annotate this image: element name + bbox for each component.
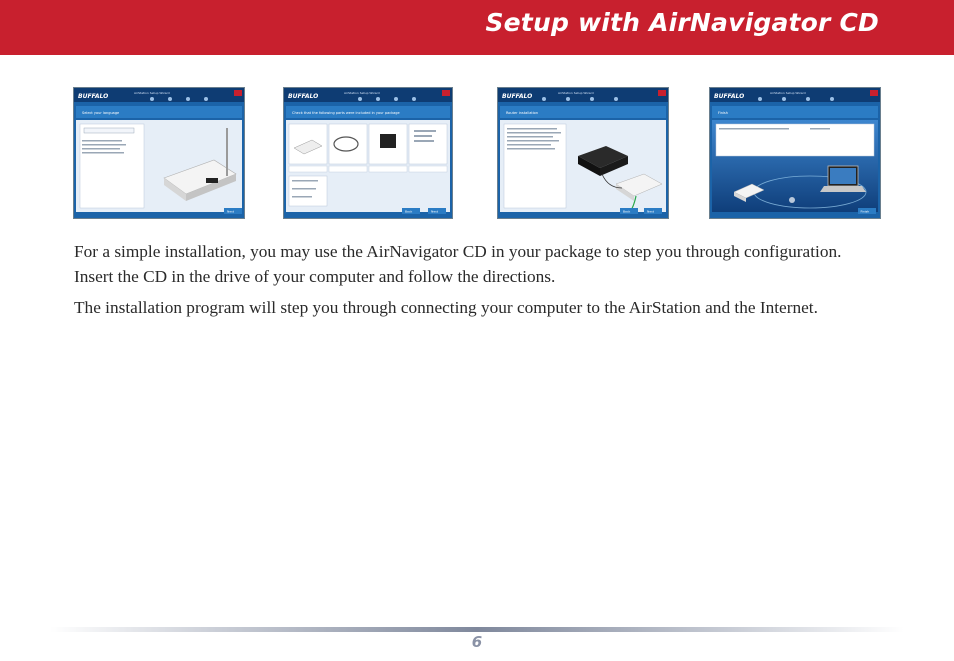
wizard-screenshot-package-contents [283,87,453,219]
installation-paragraph: The installation program will step you through connecting your computer to the AirStation and the Internet. [74,298,818,317]
wizard-heading: Check that the following parts were included in your package [292,111,400,115]
wizard-screenshot-finish [709,87,881,219]
brand-logo: BUFFALO [78,93,109,100]
finish-button: Finish [860,209,870,214]
window-title: AirStation Setup Wizard [134,91,170,95]
page-title: Setup with AirNavigator CD [485,8,879,37]
wizard-screenshot-language [73,87,245,219]
wizard-heading: Finish [718,111,728,115]
body-text [74,240,874,328]
page-number: 6 [471,633,483,651]
window-title: AirStation Setup Wizard [770,91,806,95]
wizard-heading: Router installation [506,111,539,115]
window-title: AirStation Setup Wizard [558,91,594,95]
next-button: Next [227,209,234,214]
back-button: Back [405,209,413,214]
wizard-screenshots [0,87,954,219]
brand-logo: BUFFALO [502,93,533,100]
wizard-screenshot-router-installation [497,87,669,219]
back-button: Back [623,209,631,214]
footer-divider [50,627,904,632]
window-title: AirStation Setup Wizard [344,91,380,95]
page-header [0,0,954,55]
next-button: Next [647,209,654,214]
next-button: Next [431,209,438,214]
brand-logo: BUFFALO [714,93,745,100]
brand-logo: BUFFALO [288,93,319,100]
wizard-heading: Select your language [82,111,120,115]
intro-paragraph: For a simple installation, you may use the AirNavigator CD in your package to step you through configuration. Insert the CD in the drive of your computer and follow the directions. [74,242,842,286]
